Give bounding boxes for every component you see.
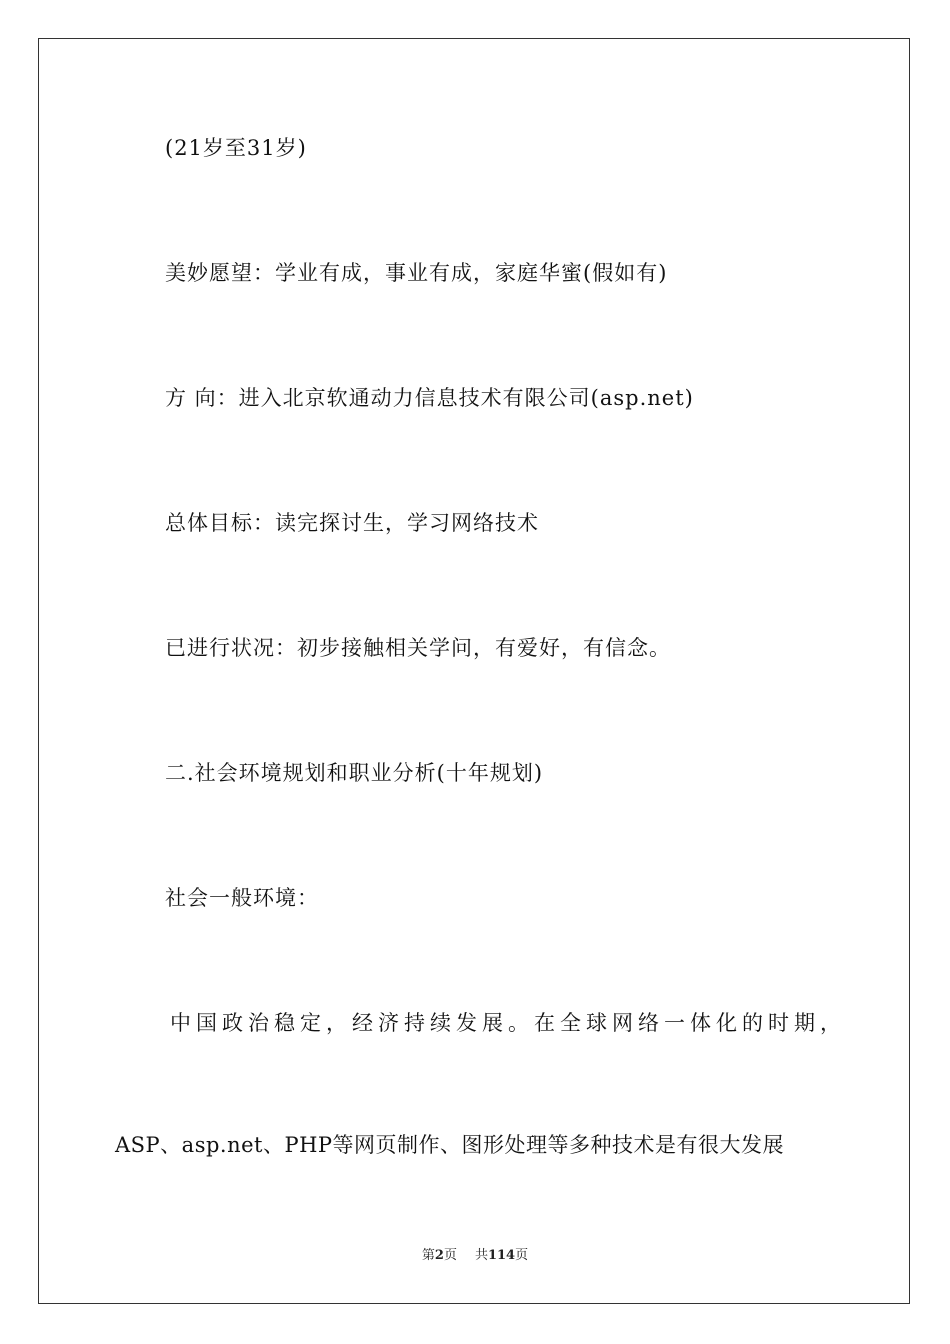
body-line-wishes: 美妙愿望：学业有成，事业有成，家庭华蜜(假如有): [165, 261, 668, 285]
body-line-general-environment: 社会一般环境：: [165, 886, 319, 910]
footer-page-suffix: 页: [443, 1248, 457, 1263]
footer-total-pages: 114: [487, 1248, 516, 1263]
body-line-direction: 方 向：进入北京软通动力信息技术有限公司(asp.net): [165, 386, 694, 410]
footer-page-number: 2: [434, 1248, 444, 1263]
page-border: [38, 38, 910, 1304]
footer-page-prefix: 第: [421, 1248, 435, 1263]
section-heading-social-environment: 二.社会环境规划和职业分析(十年规划): [165, 761, 544, 785]
page-footer: [0, 1248, 950, 1264]
footer-total-prefix: 共: [474, 1248, 488, 1263]
body-line-overall-goal: 总体目标：读完探讨生，学习网络技术: [165, 511, 539, 535]
body-line-progress: 已进行状况：初步接触相关学问，有爱好，有信念。: [165, 636, 671, 660]
body-line-age-range: (21岁至31岁): [165, 136, 307, 160]
footer-total-suffix: 页: [515, 1248, 529, 1263]
paragraph-line-china-economy: 中国政治稳定，经济持续发展。在全球网络一体化的时期，: [170, 1011, 846, 1035]
paragraph-line-web-technologies: ASP、asp.net、PHP等网页制作、图形处理等多种技术是有很大发展: [115, 1133, 785, 1157]
